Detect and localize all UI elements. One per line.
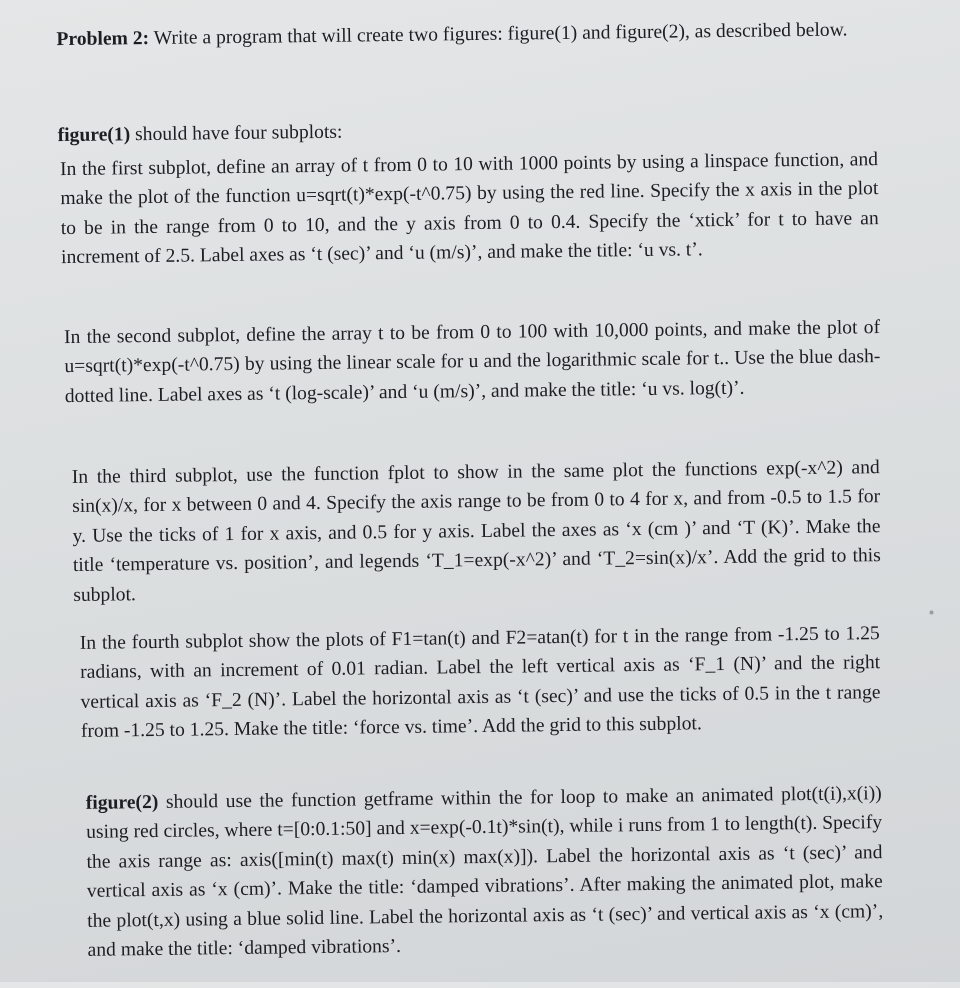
figure2-paragraph [86,779,884,965]
problem-label: Problem 2: [56,28,150,51]
figure1-heading [57,111,879,150]
subplot2-paragraph: In the second subplot, define the array t to be from 0 to 100 with 10,000 points, and make the plot of u=sqrt(t)*exp(-t^0.75) by using the linear scale for u and the logarithmic scale for t.. Use the blue dash-dotted line. Label axes as ‘t (log-scale)’ and ‘u (m/s)’, and make the title: ‘u vs. log(t)’. [63,317,881,407]
subplot3-paragraph: In the third subplot, use the function fplot to show in the same plot the functions exp(-x^2) and sin(x)/x, for x between 0 and 4. Specify the axis range to be from 0 to 4 for x, and from -0.5 to 1.5 for y. Use the ticks of 1 for x axis, and 0.5 for y axis. Label the axes as ‘x (cm )’ and ‘T (K)’. Make the title ‘temperature vs. position’, and legends ‘T_1=exp(-x^2)’ and ‘T_2=sin(x)/x’. Add the grid to this subplot. [71,457,881,606]
figure1-label: figure(1) [57,124,131,147]
figure1-text: should have four subplots: [130,121,343,146]
problem-statement [56,15,878,54]
figure2-label: figure(2) [85,791,159,814]
figure2-text: should use the function getframe within the for loop to make an animated plot(t(i),x(i)) using red circles, where t=[0:0.1:50] and x=exp(-0.1t)*sin(t), while i runs from 1 to length(t). Specify the axis range as: axis([min(t) max(t) min(x) max(x)]). Label the horizontal axis as ‘t (sec)’ and vertical axis as ‘x (cm)’. Make the title: ‘damped vibrations’. After making the animated plot, make the plot(t,x) using a blue solid line. Label the horizontal axis as ‘t (sec)’ and vertical axis as ‘x (cm)’, and make the title: ‘damped vibrations’. [86,783,884,961]
screen-speck [929,610,933,614]
subplot4-paragraph: In the fourth subplot show the plots of F1=tan(t) and F2=atan(t) for t in the range from -1.25 to 1.25 radians, with an increment of 0.01 radian. Label the left vertical axis as ‘F_1 (N)’ and the right vertical axis as ‘F_2 (N)’. Label the horizontal axis as ‘t (sec)’ and use the ticks of 0.5 in the t range from -1.25 to 1.25. Make the title: ‘force vs. time’. Add the grid to this subplot. [79,623,881,743]
subplot1-paragraph: In the first subplot, define an array of t from 0 to 10 with 1000 points by using a linspace function, and make the plot of the function u=sqrt(t)*exp(-t^0.75) by using the red line. Specify the x axis in the plot to be in the range from 0 to 10, and the y axis from 0 to 0.4. Specify the ‘xtick’ for t to have an increment of 2.5. Label axes as ‘t (sec)’ and ‘u (m/s)’, and make the title: ‘u vs. t’. [59,149,879,269]
problem-text: Write a program that will create two figures: figure(1) and figure(2), as described below. [149,19,848,50]
